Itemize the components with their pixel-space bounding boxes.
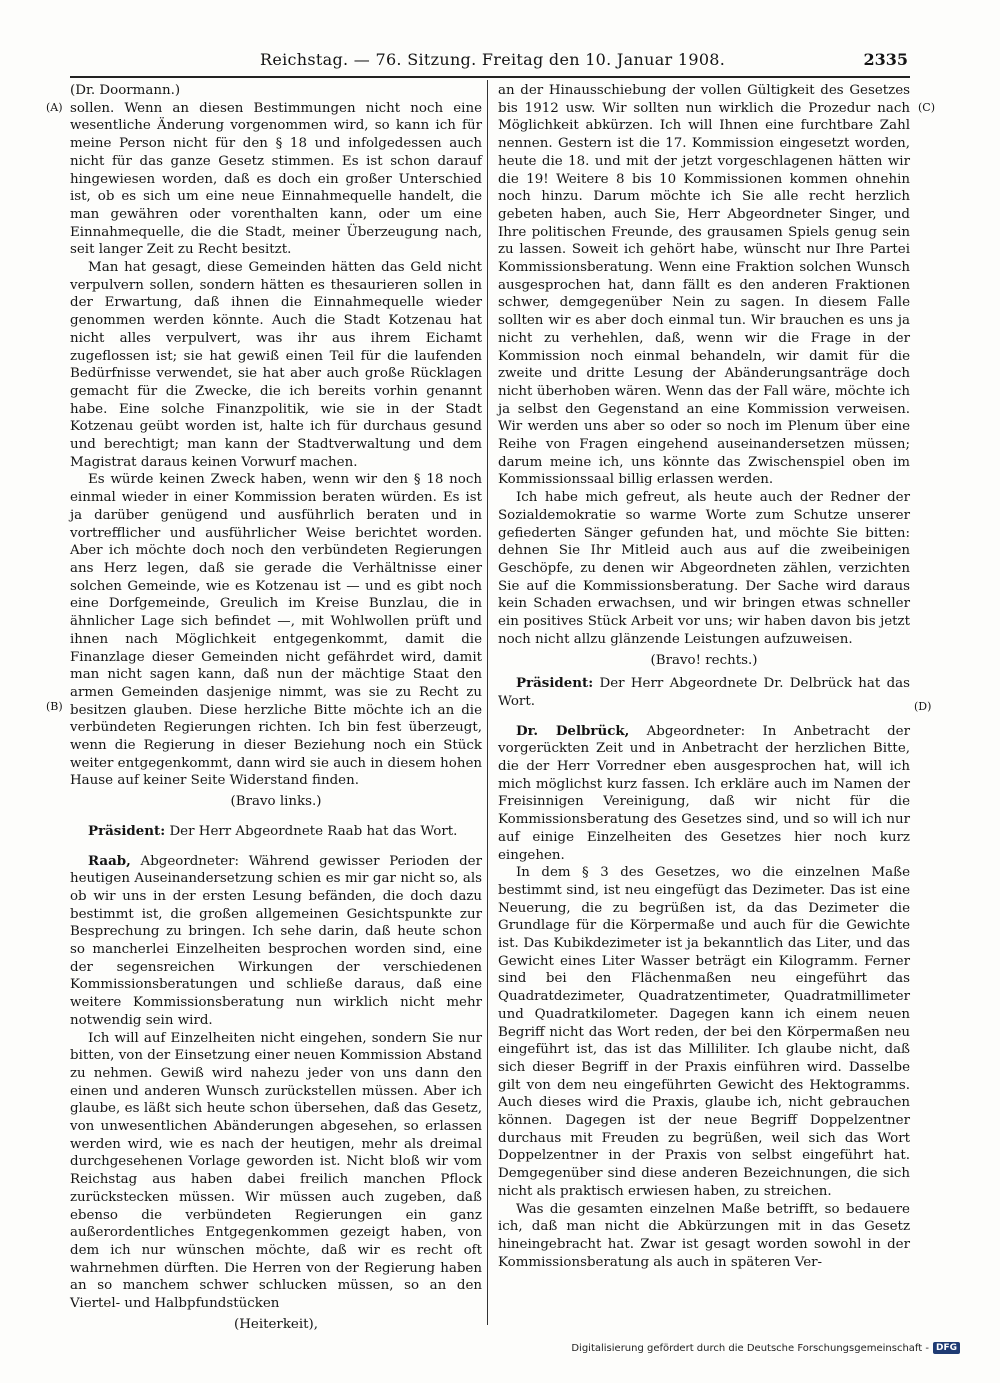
interjection: (Bravo! rechts.)	[650, 652, 758, 668]
running-title: Reichstag. — 76. Sitzung. Freitag den 10. Januar 1908.	[260, 50, 726, 69]
margin-marker-a: (A)	[46, 101, 63, 114]
statement-text: Der Herr Abgeordnete Dr. Delbrück hat das Wort.	[498, 676, 910, 709]
speech-opening	[70, 853, 482, 1030]
margin-marker-b: (B)	[46, 700, 63, 713]
speaker-label: Präsident:	[516, 675, 594, 692]
president-statement	[70, 823, 482, 841]
president-statement	[498, 675, 910, 710]
page-number: 2335	[863, 50, 908, 69]
interjection: (Bravo links.)	[230, 794, 322, 810]
speech-text: Abgeordneter: Während gewisser Perioden der heutigen Auseinandersetzung schien es mir gar nicht so, als ob wir uns in der ersten Lesung befänden, die doch dazu bestimmt ist, die großen allgemeinen Gesichtspunkte zur Besprechung zu bringen. Ich sehe darin, daß heute schon so mancherlei Einzelheiten besprochen worden sind, eine der segensreichen Wirkungen der verschiedenen Kommissionsberatungen und schließe daraus, daß eine weitere Kommissionsberatung nun wirklich nicht mehr notwendig sein wird.	[70, 853, 482, 1028]
paragraph: Es würde keinen Zweck haben, wenn wir den § 18 noch einmal wieder in einer Kommission beraten würden. Es ist ja darüber genügend und ausführlich beraten und in vortrefflicher und ausführlicher Weise berichtet worden. Aber ich möchte doch noch den verbündeten Regierungen ans Herz legen, daß sie gerade die Verhältnisse einer solchen Gemeinde, wie es Kotzenau ist — und es gibt noch eine Dorfgemeinde, Greulich im Kreise Bunzlau, die in ähnlicher Lage sich befindet —, mit Wohlwollen prüft und ihnen nach Möglichkeit entgegenkommt, damit die Finanzlage dieser Gemeinden nicht gefährdet wird, damit man nicht sagen kann, daß nun der mächtige Staat den armen Gemeinden dasjenige nimmt, was sie zu Recht zu besitzen glauben. Diese herzliche Bitte möchte ich an die verbündeten Regierungen richten. Ich bin fest überzeugt, wenn die Regierung in dieser Beziehung noch ein Stück weiter entgegenkommt, dann wird sie auch in diesem hohen Hause auf keiner Seite Widerstand finden.	[70, 472, 482, 789]
right-column	[498, 82, 910, 1271]
dfg-logo-icon: DFG	[933, 1342, 960, 1354]
statement-text: Der Herr Abgeordnete Raab hat das Wort.	[165, 823, 458, 839]
page-header	[70, 48, 910, 78]
speaker-label: Präsident:	[88, 822, 166, 839]
margin-marker-d: (D)	[914, 700, 932, 713]
paragraph: In dem § 3 des Gesetzes, wo die einzelnen Maße bestimmt sind, ist neu eingefügt das Dezimeter. Das ist eine Neuerung, die zu begrüßen ist, da das Dezimeter die Grundlage für die Körpermaße und auch für die Gewichte ist. Das Kubikdezimeter ist ja bekanntlich das Liter, und das Gewicht eines Liter Wasser beträgt ein Kilogramm. Ferner sind bei den Flächenmaßen neu eingeführt das Quadratdezimeter, Quadratzentimeter, Quadratmillimeter und Quadratkilometer. Dagegen kann ich einem neuen Begriff nicht das Wort reden, der bei den Körpermaßen neu eingeführt ist, das ist das Milliliter. Ich glaube nicht, daß sich dieser Begriff in der Praxis einführen wird. Dasselbe gilt von dem neu eingeführten Gewicht des Hektogramms. Auch dieses wird die Praxis, glaube ich, nicht gebrauchen können. Dagegen ist der neue Begriff Doppelzentner durchaus mit Freuden zu begrüßen, weil sich das Wort Doppelzentner in der Praxis von selbst eingeführt hat. Demgegenüber sind diese anderen Bezeichnungen, die sich nicht als praktisch erwiesen haben, zu streichen.	[498, 865, 910, 1199]
digitization-footer	[571, 1342, 960, 1354]
footer-text: Digitalisierung gefördert durch die Deutsche Forschungsgemeinschaft -	[571, 1342, 929, 1354]
speech-text: Abgeordneter: In Anbetracht der vorgerückten Zeit und in Anbetracht der herzlichen Bitte, die der Herr Vorredner eben ausgesprochen hat, will ich mich möglichst kurz fassen. Ich erkläre auch im Namen der Freisinnigen Vereinigung, daß wir nicht für die Kommissionsberatung des Gesetzes sind, und so will ich nur auf einige Einzelheiten des Gesetzes hier noch kurz eingehen.	[498, 723, 910, 863]
column-divider	[487, 80, 488, 1325]
speaker-name: Dr. Delbrück,	[516, 722, 630, 739]
speech-opening	[498, 723, 910, 865]
margin-marker-c: (C)	[918, 101, 935, 114]
paragraph: Was die gesamten einzelnen Maße betrifft, so bedauere ich, daß man nicht die Abkürzungen mit in das Gesetz hineingebracht hat. Zwar ist gesagt worden sowohl in der Kommissionsberatung als auch in späteren Ver-	[498, 1201, 910, 1270]
paragraph: sollen. Wenn an diesen Bestimmungen nicht noch eine wesentliche Änderung vorgenommen wird, so kann ich für meine Person nicht für den § 18 und infolgedessen auch nicht für das ganze Gesetz stimmen. Es ist schon darauf hingewiesen worden, daß es doch ein großer Unterschied ist, ob es sich um eine neue Einnahmequelle handelt, die man gewähren oder vorenthalten kann, oder um eine Einnahmequelle, die die Stadt, meiner Überzeugung nach, seit langer Zeit zu Recht besitzt.	[70, 100, 482, 258]
interjection: (Heiterkeit),	[234, 1316, 318, 1332]
paragraph: Ich will auf Einzelheiten nicht eingehen, sondern Sie nur bitten, von der Einsetzung einer neuen Kommission Abstand zu nehmen. Gewiß wird nahezu jeder von uns dann den einen und anderen Wunsch zurückstellen müssen. Aber ich glaube, es läßt sich heute schon übersehen, daß das Gesetz, von unwesentlichen Abänderungen abgesehen, so erlassen werden wird, wie es nach der heutigen, mehr als dreimal durchgesehenen Vorlage geworden ist. Nicht bloß wir vom Reichstag aus haben dabei freilich manchen Pflock zurückstecken müssen. Wir müssen auch zugeben, daß ebenso die verbündeten Regierungen ein ganz außerordentliches Entgegenkommen gezeigt haben, von dem ich nur wünschen möchte, daß wir es recht oft wahrnehmen dürften. Die Herren von der Regierung haben an so manchem schwer schlucken müssen, so an den Viertel- und Halbpfundstücken	[70, 1030, 482, 1312]
left-column	[70, 82, 482, 1340]
speaker-name: Raab,	[88, 852, 131, 869]
paragraph: Ich habe mich gefreut, als heute auch der Redner der Sozialdemokratie so warme Worte zum Schutze unserer gefiederten Sänger gefunden hat, und möchte Sie bitten: dehnen Sie Ihr Mitleid auch aus auf die zweibeinigen Geschöpfe, zu denen wir Abgeordneten zählen, verzichten Sie auf die Kommissionsberatung. Der Sache wird daraus kein Schaden erwachsen, und wir bringen etwas schneller ein positives Stück Arbeit vor uns; wir haben davon bis jetzt noch nicht allzu glänzende Leistungen aufzuweisen.	[498, 490, 910, 647]
speaker-running-head: (Dr. Doormann.)	[70, 83, 181, 98]
paragraph: Man hat gesagt, diese Gemeinden hätten das Geld nicht verpulvern sollen, sondern hätten es thesaurieren sollen in der Erwartung, daß ihnen die Einnahmequelle wieder genommen werden könnte. Auch die Stadt Kotzenau hat nicht alles verpulvert, was ihr aus ihrem Eichamt zugeflossen ist; sie hat gewiß einen Teil für die laufenden Bedürfnisse verwendet, sie hat aber auch große Rücklagen gemacht für die Zwecke, die ich bereits vorhin genannt habe. Eine solche Finanzpolitik, wie sie in der Stadt Kotzenau geübt worden ist, halte ich für durchaus gesund und berechtigt; man kann der Stadtverwaltung und dem Magistrat daraus keinen Vorwurf machen.	[70, 260, 482, 470]
paragraph: an der Hinausschiebung der vollen Gültigkeit des Gesetzes bis 1912 usw. Wir sollten nun wirklich die Prozedur nach Möglichkeit abkürzen. Ich will Ihnen eine furchtbare Zahl nennen. Gestern ist die 17. Kommission eingesetzt worden, heute die 18. und mit der jetzt vorgeschlagenen hätten wir die 19! Weitere 8 bis 10 Kommissionen kommen ohnehin noch hinzu. Darum möchte ich Sie alle recht herzlich gebeten haben, auch Sie, Herr Abgeordneter Singer, und Ihre politischen Freunde, des grausamen Spiels genug sein zu lassen. Soweit ich gehört habe, wünscht nur Ihre Partei Kommissionsberatung. Wenn eine Fraktion solchen Wunsch ausgesprochen hat, dann fällt es den anderen Fraktionen schwer, demgegenüber Nein zu sagen. In diesem Falle sollten wir es aber doch einmal tun. Wir brauchen es uns ja nicht zu verhehlen, daß, wenn wir die Frage in der Kommission noch einmal behandeln, wir damit für die zweite und dritte Lesung der Abänderungsanträge doch nicht überhoben wären. Wenn das der Fall wäre, möchte ich ja selbst den Gegenstand an eine Kommission verweisen. Wir werden uns aber so oder so noch im Plenum über eine Reihe von Fragen eingehend auseinandersetzen müssen; darum meine ich, uns könnte das Zwischenspiel oben im Kommissionssaal billig erlassen werden.	[498, 83, 910, 488]
